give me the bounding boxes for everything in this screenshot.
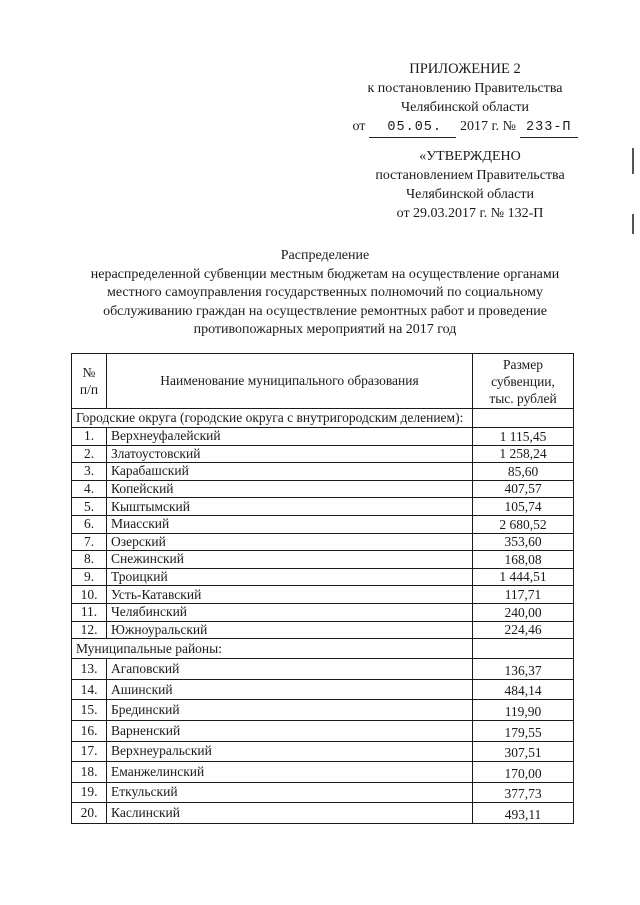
table-row — [72, 782, 574, 803]
header-amount — [473, 354, 574, 409]
row-number: 18. — [72, 762, 107, 783]
row-number: 19. — [72, 782, 107, 803]
row-name: Каслинский — [107, 803, 473, 824]
row-amount: 377,73 — [473, 782, 574, 803]
row-name: Озерский — [107, 533, 473, 551]
section-label-district: Муниципальные районы: — [72, 639, 473, 659]
row-amount: 407,57 — [473, 480, 574, 498]
row-number: 10. — [72, 586, 107, 604]
scan-margin-mark — [632, 214, 634, 234]
table-row — [72, 533, 574, 551]
row-number: 17. — [72, 741, 107, 762]
annex-title: ПРИЛОЖЕНИЕ 2 — [409, 61, 521, 77]
row-name: Копейский — [107, 480, 473, 498]
row-name: Миасский — [107, 515, 473, 533]
table-row — [72, 463, 574, 481]
table-row — [72, 803, 574, 824]
section-amount-empty — [473, 409, 574, 428]
table-row — [72, 445, 574, 463]
row-amount: 1 444,51 — [473, 568, 574, 586]
row-amount: 117,71 — [473, 586, 574, 604]
table-row — [72, 621, 574, 639]
approved-header — [350, 147, 590, 223]
row-amount: 2 680,52 — [473, 515, 574, 533]
approved-line-2: постановлением Правительства — [375, 168, 565, 183]
row-name: Верхнеуральский — [107, 741, 473, 762]
heading-line-2: нераспределенной субвенции местным бюджетам на осуществление органами — [90, 266, 560, 282]
table-row — [72, 551, 574, 569]
row-name: Челябинский — [107, 603, 473, 621]
row-name: Варненский — [107, 720, 473, 741]
row-name: Брединский — [107, 700, 473, 721]
row-amount: 353,60 — [473, 533, 574, 551]
row-number: 8. — [72, 551, 107, 569]
row-amount: 1 115,45 — [473, 428, 574, 446]
row-number: 7. — [72, 533, 107, 551]
table-row — [72, 741, 574, 762]
table-row — [72, 679, 574, 700]
approved-line-3: Челябинской области — [406, 187, 534, 202]
header-name: Наименование муниципального образования — [107, 354, 473, 409]
header-amount-line-1: Размер — [503, 356, 543, 372]
row-amount: 136,37 — [473, 659, 574, 680]
annex-line-2: Челябинской области — [401, 100, 529, 115]
row-number: 4. — [72, 480, 107, 498]
row-number: 12. — [72, 621, 107, 639]
scan-margin-mark — [632, 148, 634, 174]
row-amount: 484,14 — [473, 679, 574, 700]
table-row — [72, 659, 574, 680]
row-amount: 119,90 — [473, 700, 574, 721]
row-name: Агаповский — [107, 659, 473, 680]
table-row — [72, 603, 574, 621]
row-name: Еткульский — [107, 782, 473, 803]
header-number-line-2: п/п — [79, 382, 99, 397]
row-name: Карабашский — [107, 463, 473, 481]
row-name: Ашинский — [107, 679, 473, 700]
table-row — [72, 480, 574, 498]
subvention-table — [71, 353, 574, 824]
row-amount: 493,11 — [473, 803, 574, 824]
header-amount-line-2: субвенции, — [491, 373, 555, 389]
heading-line-3: местного самоуправления государственных полномочий по социальному — [106, 285, 544, 300]
row-name: Троицкий — [107, 568, 473, 586]
table-row — [72, 568, 574, 586]
annex-date-number-line — [340, 117, 590, 138]
row-number: 11. — [72, 603, 107, 621]
heading-line-1: Распределение — [280, 248, 370, 263]
table-row — [72, 586, 574, 604]
row-amount: 85,60 — [473, 463, 574, 481]
table-row — [72, 515, 574, 533]
annex-year-label: 2017 г. № — [460, 119, 517, 134]
row-number: 20. — [72, 803, 107, 824]
annex-line-1: к постановлению Правительства — [367, 81, 563, 96]
table-row — [72, 700, 574, 721]
row-name: Усть-Катавский — [107, 586, 473, 604]
row-amount: 224,46 — [473, 621, 574, 639]
row-number: 6. — [72, 515, 107, 533]
row-number: 15. — [72, 700, 107, 721]
row-number: 16. — [72, 720, 107, 741]
table-row — [72, 428, 574, 446]
row-number: 14. — [72, 679, 107, 700]
table-row — [72, 498, 574, 516]
section-row-district — [72, 639, 574, 659]
row-number: 2. — [72, 445, 107, 463]
approved-line-4: от 29.03.2017 г. № 132-П — [396, 206, 544, 221]
row-name: Еманжелинский — [107, 762, 473, 783]
row-name: Южноуральский — [107, 621, 473, 639]
section-row-city — [72, 409, 574, 428]
row-amount: 240,00 — [473, 603, 574, 621]
annex-header — [340, 60, 590, 138]
row-name: Кыштымский — [107, 498, 473, 516]
table-body — [72, 409, 574, 824]
document-heading — [80, 247, 570, 340]
header-amount-line-3: тыс. рублей — [489, 390, 557, 406]
header-number — [72, 354, 107, 409]
row-number: 13. — [72, 659, 107, 680]
table-header-row — [72, 354, 574, 409]
row-number: 9. — [72, 568, 107, 586]
row-amount: 170,00 — [473, 762, 574, 783]
heading-line-5: противопожарных мероприятий на 2017 год — [193, 322, 457, 337]
row-number: 5. — [72, 498, 107, 516]
row-number: 3. — [72, 463, 107, 481]
row-name: Снежинский — [107, 551, 473, 569]
section-label-city: Городские округа (городские округа с внутригородским делением): — [72, 409, 473, 428]
header-number-line-1: № — [82, 365, 96, 380]
approved-line-1: «УТВЕРЖДЕНО — [419, 149, 521, 164]
row-number: 1. — [72, 428, 107, 446]
row-amount: 179,55 — [473, 720, 574, 741]
row-amount: 1 258,24 — [473, 445, 574, 463]
table-row — [72, 762, 574, 783]
row-name: Верхнеуфалейский — [107, 428, 473, 446]
annex-from-label: от — [352, 119, 366, 134]
annex-date-value: 05.05. — [369, 118, 456, 138]
section-amount-empty — [473, 639, 574, 659]
row-amount: 168,08 — [473, 551, 574, 569]
row-name: Златоустовский — [107, 445, 473, 463]
table-row — [72, 720, 574, 741]
row-amount: 307,51 — [473, 741, 574, 762]
heading-line-4: обслуживанию граждан на осуществление ремонтных работ и проведение — [103, 303, 547, 319]
annex-number-value: 233-П — [520, 118, 578, 138]
row-amount: 105,74 — [473, 498, 574, 516]
